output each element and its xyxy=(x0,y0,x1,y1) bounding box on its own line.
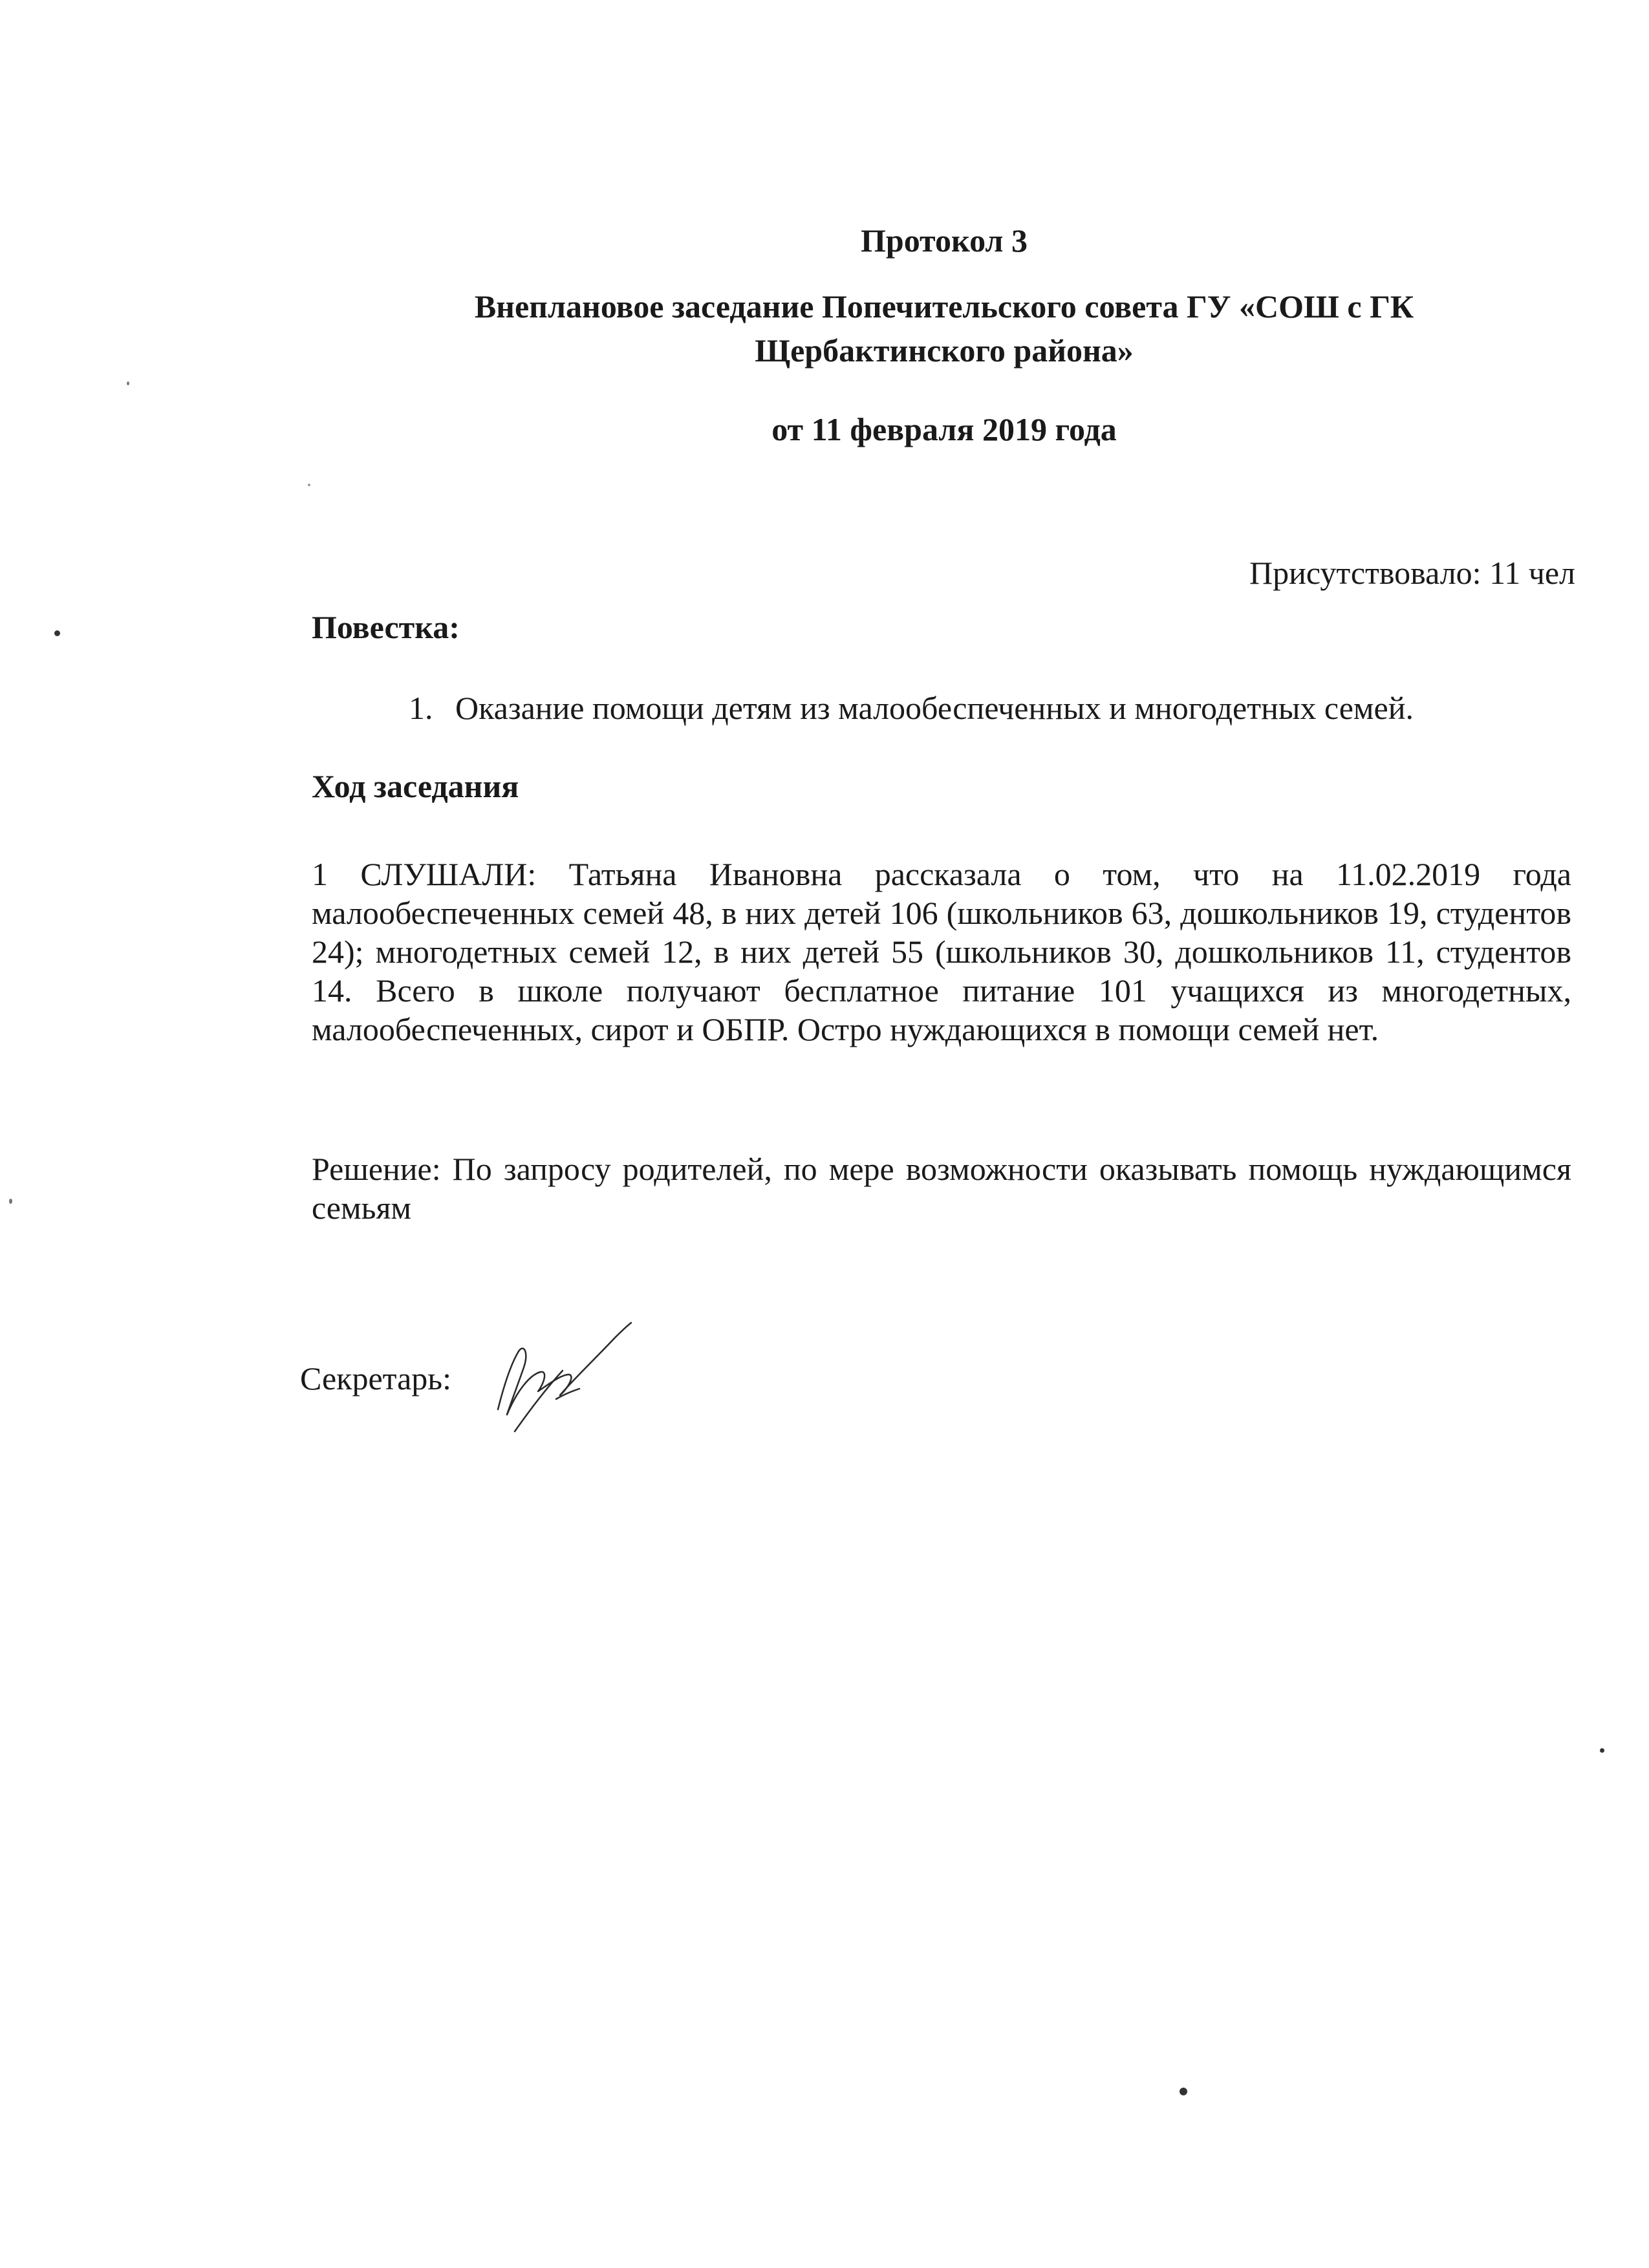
secretary-label: Секретарь: xyxy=(300,1360,451,1396)
meeting-date: от 11 февраля 2019 года xyxy=(771,411,1117,447)
meeting-title-line-1: Внеплановое заседание Попечительского совета ГУ «СОШ с ГК xyxy=(474,288,1414,325)
meeting-title-line-2: Щербактинского района» xyxy=(755,332,1134,369)
scan-speck xyxy=(1180,2088,1187,2095)
protocol-title: Протокол 3 xyxy=(861,222,1028,259)
scan-speck xyxy=(9,1199,12,1204)
heard-paragraph: 1 СЛУШАЛИ: Татьяна Ивановна рассказала о том, что на 11.02.2019 года малообеспеченных семей 48, в них детей 106 (школьников 63, дошкольников 19, студентов 24); многодетных семей 12, в них детей 55 (школьников 30, дошкольников 11, студентов 14. Всего в школе получают бесплатное питание 101 учащихся из многодетных, малообеспеченных, сирот и ОБПР. Остро нуждающихся в помощи семей нет. xyxy=(312,856,1571,1047)
proceedings-heading: Ход заседания xyxy=(312,768,519,804)
scan-speck xyxy=(1600,1748,1604,1753)
agenda-item-text: Оказание помощи детям из малообеспеченных и многодетных семей. xyxy=(455,690,1414,726)
attendance-count: Присутствовало: 11 чел xyxy=(1249,555,1575,591)
agenda-list xyxy=(409,689,1508,727)
agenda-heading: Повестка: xyxy=(312,609,460,645)
decision-paragraph: Решение: По запросу родителей, по мере возможности оказывать помощь нуждающимся семьям xyxy=(312,1151,1571,1226)
agenda-item-number: 1. xyxy=(409,690,433,726)
scan-speck xyxy=(54,630,60,636)
secretary-signature xyxy=(479,1312,634,1442)
scan-speck xyxy=(127,381,129,385)
scan-speck xyxy=(308,484,310,486)
meeting-title xyxy=(297,284,1591,372)
agenda-item xyxy=(409,689,1508,727)
